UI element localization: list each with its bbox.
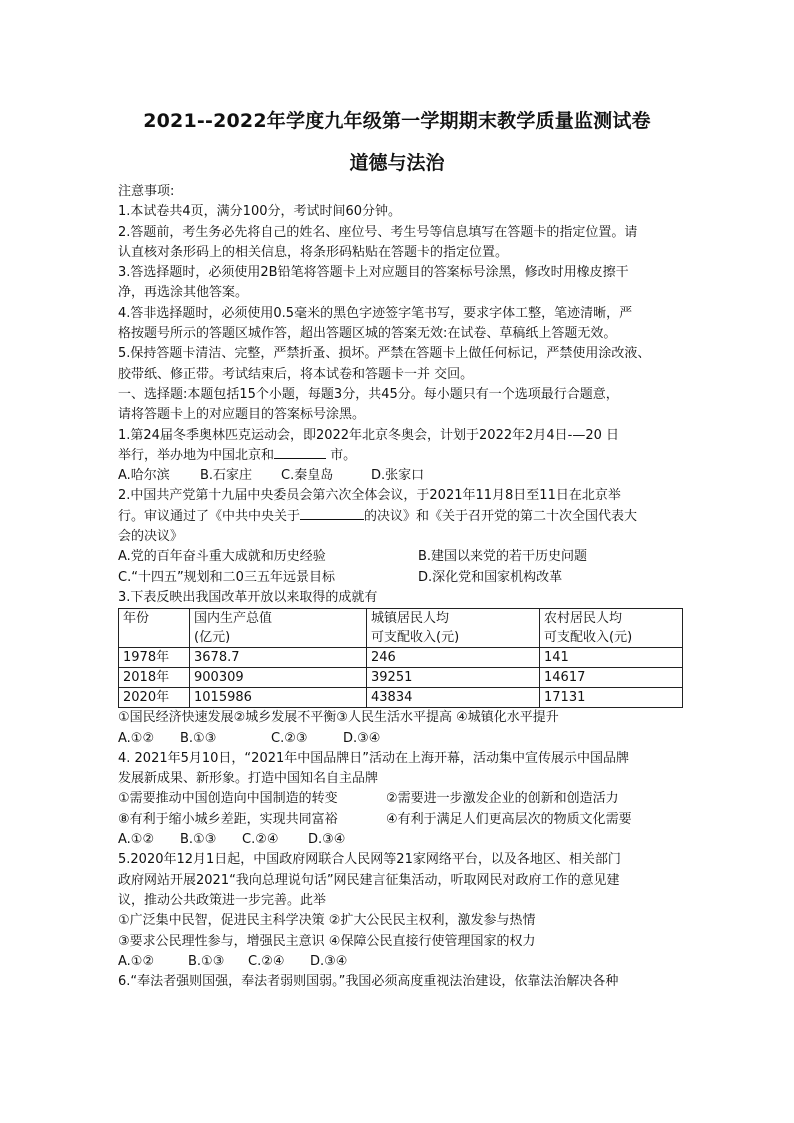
option-a: A.党的百年奋斗重大成就和历史经验 — [118, 549, 326, 565]
question-text: 市。 — [330, 447, 357, 463]
question-text: 的决议》和《关于召开党的第二十次全国代表大 — [364, 508, 638, 524]
question-2-options — [118, 547, 684, 567]
exam-body — [118, 182, 684, 992]
notice-line: 1.本试卷共4页，满分100分，考试时间60分钟。 — [118, 204, 402, 220]
table-header-cell — [367, 609, 540, 648]
option-d: D.张家口 — [371, 468, 425, 484]
question-1-stem: 1.第24届冬季奥林匹克运动会，即2022年北京冬奥会，计划于2022年2月4日-—20 日 — [118, 427, 620, 443]
option-c: C.“十四五”规划和二0三五年远景目标 — [118, 569, 335, 585]
header-label: 可支配收入(元) — [544, 630, 633, 646]
question-text: 行。审议通过了《中共中央关于 — [118, 508, 301, 524]
question-1-options — [118, 466, 684, 486]
question-3-statements: ①国民经济快速发展②城乡发展不平衡③人民生活水平提高 ④城镇化水平提升 — [118, 710, 559, 726]
table-row — [119, 668, 683, 688]
question-4-options — [118, 830, 684, 850]
option-d: D.深化党和国家机构改革 — [418, 569, 563, 585]
notice-line: 净，再选涂其他答案。 — [118, 285, 249, 301]
question-1-stem — [118, 446, 684, 466]
option-c: C.②④ — [242, 832, 279, 848]
option-b: B.建国以来党的若干历史问题 — [418, 549, 588, 565]
option-d: D.③④ — [343, 730, 381, 746]
statement: ②需要进一步激发企业的创新和创造活力 — [386, 791, 619, 807]
table-cell: 246 — [367, 648, 540, 668]
table-header-cell — [119, 609, 190, 648]
section-heading: 一、选择题:本题包括15个小题，每题3分，共45分。每小题只有一个选项最行合题意， — [118, 386, 619, 402]
notice-line: 4.答非选择题时，必须使用0.5毫米的黑色字迹签字笔书写，要求字体工整，笔迹清晰，严 — [118, 305, 633, 321]
statement: ④有利于满足人们更高层次的物质文化需要 — [386, 811, 632, 827]
question-5-statements: ①广泛集中民智，促进民主科学决策 ②扩大公民民主权利，激发参与热情 — [118, 913, 536, 929]
table-cell: 1015986 — [190, 688, 367, 708]
question-5-stem: 5.2020年12月1日起，中国政府网联合人民网等21家网络平台，以及各地区、相关部门 — [118, 852, 621, 868]
question-3-options — [118, 729, 684, 749]
question-4-statements — [118, 789, 684, 809]
table-cell: 2018年 — [119, 668, 190, 688]
header-label: 城镇居民人均 — [371, 611, 450, 627]
question-4-statements — [118, 810, 684, 830]
question-5-stem: 政府网站开展2021“我向总理说句话”网民建言征集活动，听取网民对政府工作的意见建 — [118, 872, 620, 888]
table-row — [119, 688, 683, 708]
table-cell: 39251 — [367, 668, 540, 688]
question-2-stem — [118, 507, 684, 527]
table-cell: 1978年 — [119, 648, 190, 668]
table-row — [119, 648, 683, 668]
question-2-stem: 2.中国共产党第十九届中央委员会第六次全体会议，于2021年11月8日至11日在北京举 — [118, 488, 621, 504]
table-cell: 17131 — [540, 688, 683, 708]
notice-line: 5.保持答题卡清洁、完整，严禁折蚤、损坏。严禁在答题卡上做任何标记，严禁使用涂改液、 — [118, 346, 651, 362]
table-cell: 900309 — [190, 668, 367, 688]
statement: ①需要推动中国创造向中国制造的转变 — [118, 791, 338, 807]
option-b: B.①③ — [180, 730, 217, 746]
table-cell: 43834 — [367, 688, 540, 708]
notice-line: 3.答选择题时，必须使用2B铅笔将答题卡上对应题目的答案标号涂黑，修改时用橡皮擦干 — [118, 265, 629, 281]
answer-blank — [274, 446, 326, 459]
option-b: B.①③ — [180, 832, 217, 848]
header-label: 国内生产总值 — [194, 611, 273, 627]
option-d: D.③④ — [308, 832, 346, 848]
notice-line: 2.答题前，考生务必先将自己的姓名、座位号、考生号等信息填写在答题卡的指定位置。请 — [118, 224, 638, 240]
question-4-stem: 4. 2021年5月10日，“2021年中国品牌日”活动在上海开幕，活动集中宣传展示中国品牌 — [118, 750, 629, 766]
question-3-stem: 3.下表反映出我国改革开放以来取得的成就有 — [118, 589, 378, 605]
notice-line: 认直核对条形码上的相关信息，将条形码粘贴在答题卡的指定位置。 — [118, 244, 509, 260]
option-a: A.①② — [118, 730, 155, 746]
table-cell: 141 — [540, 648, 683, 668]
question-2-options — [118, 568, 684, 588]
option-d: D.③④ — [310, 953, 348, 969]
question-text: 举行，举办地为中国北京和 — [118, 447, 275, 463]
option-c: C.秦皇岛 — [281, 468, 334, 484]
exam-subject: 道德与法治 — [349, 152, 445, 174]
table-header-cell — [190, 609, 367, 648]
achievement-table — [118, 608, 683, 708]
table-header-row — [119, 609, 683, 648]
notice-line: 格按题号所示的答题区城作答，超出答题区城的答案无效:在试卷、草稿纸上答题无效。 — [118, 326, 617, 342]
option-c: C.②③ — [271, 730, 308, 746]
option-b: B.石家庄 — [200, 468, 253, 484]
header-label: 可支配收入(元) — [371, 630, 460, 646]
notice-line: 胶带纸、修正带。考试结束后，将本试卷和答题卡一并 交回。 — [118, 366, 474, 382]
question-5-stem: 议，推动公共政策进一步完善。此举 — [118, 892, 327, 908]
statement: ⑧有利于缩小城乡差距，实现共同富裕 — [118, 811, 338, 827]
question-5-statements: ③要求公民理性参与，增强民主意识 ④保障公民直接行使管理国家的权力 — [118, 933, 536, 949]
section-heading: 请将答题卡上的对应题目的答案标号涂黑。 — [118, 407, 366, 423]
question-2-stem: 会的决议》 — [118, 529, 184, 545]
question-4-stem: 发展新成果、新形象。打造中国知名自主品牌 — [118, 771, 379, 787]
notice-heading: 注意事项: — [118, 184, 175, 199]
answer-blank — [300, 507, 364, 520]
option-a: A.①② — [118, 832, 155, 848]
question-5-options — [118, 952, 684, 972]
table-header-cell — [540, 609, 683, 648]
option-c: C.②④ — [248, 953, 285, 969]
question-6-stem: 6.“奉法者强则国强，奉法者弱则国弱。”我国必须高度重视法治建设，依靠法治解决各种 — [118, 974, 619, 990]
table-cell: 14617 — [540, 668, 683, 688]
table-cell: 2020年 — [119, 688, 190, 708]
header-label: 农村居民人均 — [544, 611, 623, 627]
table-cell: 3678.7 — [190, 648, 367, 668]
option-a: A.哈尔滨 — [118, 468, 170, 484]
option-a: A.①② — [118, 953, 155, 969]
exam-title: 2021--2022年学度九年级第一学期期末教学质量监测试卷 — [143, 110, 651, 132]
header-label: 年份 — [123, 611, 150, 627]
option-b: B.①③ — [188, 953, 225, 969]
header-label: (亿元) — [194, 630, 231, 646]
